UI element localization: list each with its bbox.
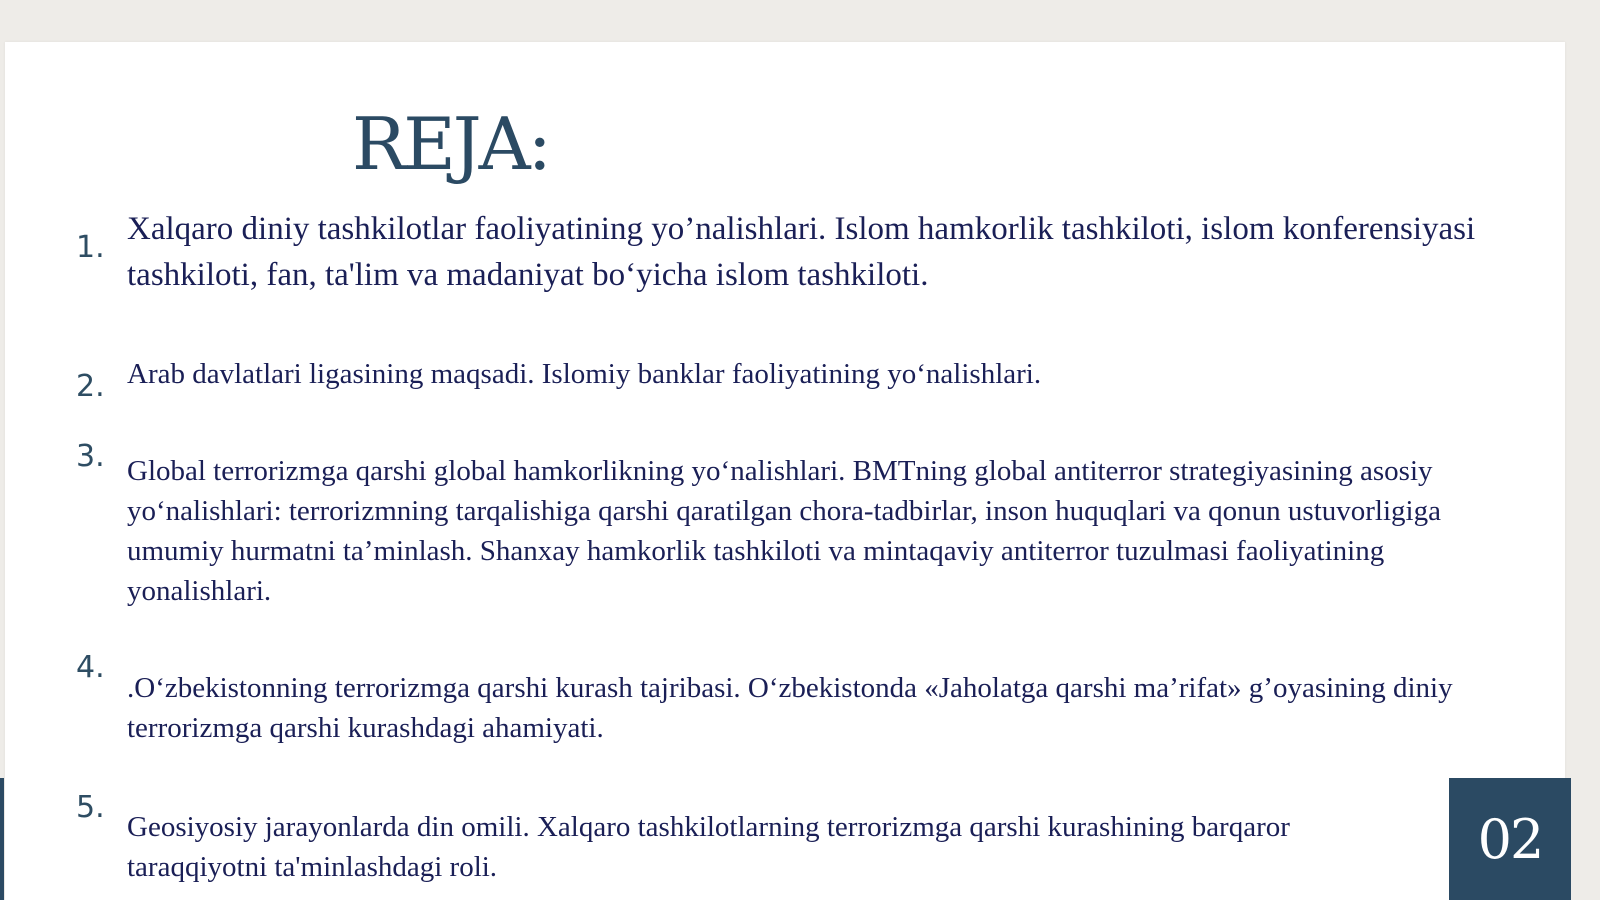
slide-title: REJA: xyxy=(352,102,549,186)
agenda-item-5: Geosiyosiy jarayonlarda din omili. Xalqaro tashkilotlarning terrorizmga qarshi kurashining barqaror taraqqiyotni ta'minlashdagi roli. xyxy=(127,811,1290,883)
left-accent-bar xyxy=(0,778,4,900)
item-number-4: 4. xyxy=(76,650,105,685)
agenda-item-1: Xalqaro diniy tashkilotlar faoliyatining yo’nalishlari. Islom hamkorlik tashkiloti, islom konferensiyasi tashkiloti, fan, ta'lim va madaniyat bo‘yicha islom tashkiloti. xyxy=(127,211,1476,293)
agenda-item-2: Arab davlatlari ligasining maqsadi. Islomiy banklar faoliyatining yo‘nalishlari. xyxy=(127,358,1042,390)
item-number-2: 2. xyxy=(76,369,105,404)
agenda-item-4: .O‘zbekistonning terrorizmga qarshi kurash tajribasi. O‘zbekistonda «Jaholatga qarshi ma’rifat» g’oyasining diniy terrorizmga qarshi kurashdagi ahamiyati. xyxy=(127,672,1453,744)
item-number-5: 5. xyxy=(76,790,105,825)
page-number-badge: 02 xyxy=(1449,778,1571,900)
agenda-item-3: Global terrorizmga qarshi global hamkorlikning yo‘nalishlari. BMTning global antiterror strategiyasining asosiy yo‘nalishlari: terrorizmning tarqalishiga qarshi qaratilgan chora-tadbirlar, inson huquqlari va qonun ustuvorligiga umumiy hurmatni ta’minlash. Shanxay hamkorlik tashkiloti va mintaqaviy antiterror tuzulmasi faoliyatining yonalishlari. xyxy=(127,455,1441,607)
item-number-1: 1. xyxy=(76,230,105,265)
item-number-3: 3. xyxy=(76,439,105,474)
